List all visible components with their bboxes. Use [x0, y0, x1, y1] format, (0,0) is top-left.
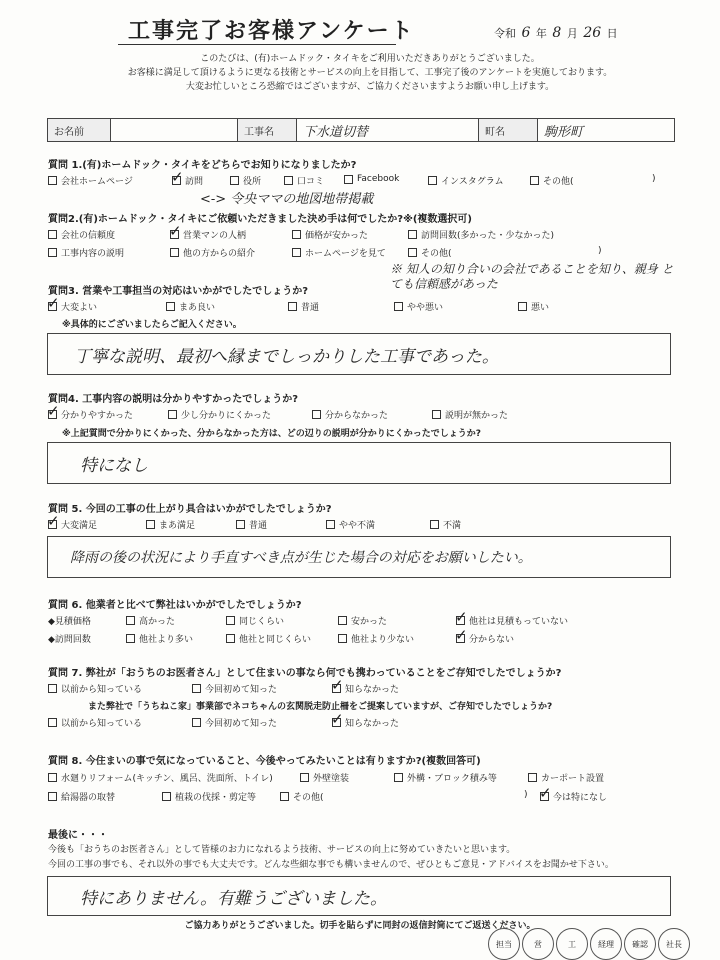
checkbox[interactable]: [300, 773, 309, 782]
q3-title: 質問3. 営業や工事担当の対応はいかがでしたでしょうか?: [48, 286, 309, 297]
checkbox[interactable]: [408, 230, 417, 239]
option-label: 分からなかった: [325, 411, 389, 421]
checkbox[interactable]: [280, 792, 289, 801]
checkbox-checked[interactable]: [540, 792, 549, 801]
option-label: 少し分かりにくかった: [181, 411, 272, 421]
option-label: 口コミ: [297, 177, 325, 187]
option-label: 大変満足: [61, 521, 98, 531]
option-label: 水廻りリフォーム(キッチン、風呂、洗面所、トイレ): [61, 774, 273, 784]
option-label: その他(: [543, 177, 574, 187]
q2-close-paren: ): [598, 246, 602, 256]
date-day-unit: 日: [606, 27, 618, 40]
q1-option[interactable]: [428, 174, 504, 187]
option-label: 大変よい: [61, 303, 98, 313]
q3-option[interactable]: [518, 300, 549, 313]
checkbox[interactable]: [518, 302, 527, 311]
option-label: 普通: [301, 303, 320, 313]
approval-stamp: 確認: [624, 928, 656, 960]
q6-title: 質問 6. 他業者と比べて弊社はいかがでしたでしょうか?: [48, 600, 302, 611]
option-label: まあ良い: [179, 303, 216, 313]
date-month: 8: [552, 25, 562, 41]
checkbox-checked[interactable]: [332, 684, 341, 693]
option-label: その他(: [293, 793, 324, 803]
q8-option[interactable]: [280, 790, 324, 803]
q8-option[interactable]: [48, 790, 115, 803]
q4-subtitle: ※上記質問で分かりにくかった、分からなかった方は、どの辺りの説明が分かりにくかったでしょうか?: [62, 429, 481, 439]
checkbox-checked[interactable]: [48, 302, 57, 311]
checkbox[interactable]: [292, 230, 301, 239]
checkbox[interactable]: [226, 634, 235, 643]
checkbox[interactable]: [230, 176, 239, 185]
q7-option[interactable]: [192, 682, 277, 695]
option-label: 今回初めて知った: [205, 685, 278, 695]
q3-answer-box[interactable]: 丁寧な説明、最初へ縁までしっかりした工事であった。: [47, 333, 671, 375]
q1-option[interactable]: [172, 174, 203, 187]
q8-option[interactable]: [300, 771, 349, 784]
checkbox[interactable]: [394, 773, 403, 782]
option-label: 知らなかった: [345, 719, 400, 729]
checkbox[interactable]: [226, 616, 235, 625]
option-label: 普通: [249, 521, 268, 531]
date-day: 26: [583, 25, 602, 41]
option-label: 分からない: [469, 635, 515, 645]
q7-option2[interactable]: [192, 716, 277, 729]
q2-option[interactable]: [292, 228, 368, 241]
last-line: 今後も「おうちのお医者さん」として皆様のお力になれるよう技術、サービスの向上に努めていきたいと思います。: [48, 845, 516, 855]
checkbox[interactable]: [48, 773, 57, 782]
option-label: 他社より多い: [139, 635, 194, 645]
checkbox-checked[interactable]: [456, 616, 465, 625]
checkbox-checked[interactable]: [172, 176, 181, 185]
date-year: 6: [521, 25, 531, 41]
checkbox[interactable]: [530, 176, 539, 185]
checkbox[interactable]: [284, 176, 293, 185]
q7-option2[interactable]: [48, 716, 142, 729]
option-label: Facebook: [357, 174, 400, 184]
q7-option[interactable]: [48, 682, 142, 695]
option-label: 分かりやすかった: [61, 411, 134, 421]
option-label: 高かった: [139, 617, 176, 627]
q6-option[interactable]: [126, 614, 175, 627]
checkbox[interactable]: [48, 176, 57, 185]
option-label: やや悪い: [407, 303, 444, 313]
q4-answer-box[interactable]: 特になし: [47, 442, 671, 484]
approval-stamp: 担当: [488, 928, 520, 960]
checkbox[interactable]: [166, 302, 175, 311]
checkbox-checked[interactable]: [48, 410, 57, 419]
q5-answer-box[interactable]: 降雨の後の状況により手直すべき点が生じた場合の対応をお願いしたい。: [47, 536, 671, 578]
date-month-unit: 月: [566, 27, 578, 40]
checkbox[interactable]: [48, 230, 57, 239]
option-label: 他社と同じくらい: [239, 635, 312, 645]
q2-option[interactable]: [48, 228, 115, 241]
option-label: やや不満: [339, 521, 376, 531]
intro-line: 大変お忙しいところ恐縮ではございますが、ご協力くださいますようお願い申し上げます。: [185, 82, 555, 92]
q6-option[interactable]: [126, 632, 193, 645]
q3-subtitle: ※具体的にございましたらご記入ください。: [62, 320, 242, 330]
approval-stamp: 社長: [658, 928, 690, 960]
option-label: 外構・ブロック積み等: [407, 774, 497, 784]
q5-option[interactable]: [48, 518, 97, 531]
option-label: 以前から知っている: [61, 719, 143, 729]
q7-subtitle: また弊社で「うちねこ家」事業部でネコちゃんの玄関脱走防止柵をご提案していますが、ご存知でしたでしょうか?: [88, 702, 553, 712]
checkbox[interactable]: [338, 634, 347, 643]
checkbox-checked[interactable]: [170, 230, 179, 239]
work-value[interactable]: 下水道切替: [297, 119, 479, 141]
work-label: 工事名: [238, 119, 297, 141]
checkbox[interactable]: [430, 520, 439, 529]
q6-option[interactable]: [226, 614, 284, 627]
checkbox[interactable]: [162, 792, 171, 801]
option-label: 営業マンの人柄: [183, 231, 247, 241]
q7-option2[interactable]: [332, 716, 399, 729]
option-label: 安かった: [351, 617, 388, 627]
option-label: 他の方からの紹介: [183, 249, 256, 259]
checkbox[interactable]: [192, 684, 201, 693]
checkbox[interactable]: [48, 718, 57, 727]
date-year-unit: 年: [535, 27, 547, 40]
q4-option[interactable]: [48, 408, 133, 421]
option-label: 今は特になし: [553, 793, 608, 803]
option-label: 給湯器の取替: [61, 793, 116, 803]
q4-option[interactable]: [432, 408, 508, 421]
checkbox[interactable]: [126, 634, 135, 643]
checkbox-checked[interactable]: [456, 634, 465, 643]
option-label: インスタグラム: [441, 177, 504, 187]
town-label: 町名: [479, 119, 538, 141]
title-underline: [118, 44, 396, 45]
q8-option[interactable]: [528, 771, 604, 784]
q2-title: 質問2.(有)ホームドック・タイキにご依頼いただきました決め手は何でしたか?※(複数選択可): [48, 214, 472, 225]
option-label: ホームページを見て: [305, 249, 386, 259]
checkbox[interactable]: [528, 773, 537, 782]
q1-handwritten-note: <-> 令央ママの地図地帯掲載: [200, 192, 374, 207]
date: [494, 25, 618, 41]
q6-option[interactable]: [338, 632, 414, 645]
q2-option[interactable]: [48, 246, 124, 259]
q2-option[interactable]: [170, 246, 255, 259]
last-answer-box[interactable]: 特にありません。有難うございました。: [47, 876, 671, 916]
option-label: まあ満足: [159, 521, 196, 531]
option-label: 知らなかった: [345, 685, 400, 695]
checkbox[interactable]: [126, 616, 135, 625]
option-label: 同じくらい: [239, 617, 285, 627]
checkbox[interactable]: [146, 520, 155, 529]
q4-title: 質問4. 工事内容の説明は分かりやすかったでしょうか?: [48, 394, 299, 405]
checkbox[interactable]: [344, 175, 353, 184]
option-label: 訪問回数(多かった・少なかった): [421, 231, 555, 241]
name-value[interactable]: [111, 119, 238, 141]
q1-option[interactable]: [530, 174, 574, 187]
option-label: 植栽の伐採・剪定等: [175, 793, 257, 803]
option-label: 工事内容の説明: [61, 249, 125, 259]
q3-option[interactable]: [166, 300, 215, 313]
checkbox[interactable]: [236, 520, 245, 529]
q2-option[interactable]: [170, 228, 246, 241]
option-label: 以前から知っている: [61, 685, 143, 695]
option-label: 悪い: [531, 303, 550, 313]
q2-option[interactable]: [292, 246, 386, 259]
last-text: [48, 843, 688, 873]
checkbox[interactable]: [170, 248, 179, 257]
checkbox[interactable]: [312, 410, 321, 419]
option-label: 不満: [443, 521, 462, 531]
checkbox[interactable]: [432, 410, 441, 419]
option-label: カーポート設置: [541, 774, 605, 784]
q5-option[interactable]: [236, 518, 267, 531]
q6-option[interactable]: [226, 632, 311, 645]
q5-title: 質問 5. 今回の工事の仕上がり具合はいかがでしたでしょうか?: [48, 504, 332, 515]
q3-option[interactable]: [394, 300, 443, 313]
q2-handwritten-note: ※ 知人の知り合いの会社であることを知り、親身 とても信頼感があった: [390, 262, 674, 291]
approval-stamp: 経理: [590, 928, 622, 960]
checkbox[interactable]: [288, 302, 297, 311]
q1-option[interactable]: [284, 174, 324, 187]
q1-option[interactable]: [48, 174, 133, 187]
q1-title: 質問 1.(有)ホームドック・タイキをどちらでお知りになりましたか?: [48, 160, 357, 171]
q8-title: 質問 8. 今住まいの事で気になっていること、今後やってみたいことは有りますか?(複数回答可): [48, 756, 481, 767]
checkbox[interactable]: [48, 684, 57, 693]
q1-option[interactable]: [344, 174, 399, 184]
q4-option[interactable]: [312, 408, 388, 421]
checkbox-checked[interactable]: [48, 520, 57, 529]
option-label: 役所: [243, 177, 262, 187]
option-label: 会社の信頼度: [61, 231, 116, 241]
q6-row1-label: ◆見積価格: [48, 617, 91, 627]
q5-option[interactable]: [326, 518, 375, 531]
checkbox[interactable]: [338, 616, 347, 625]
q8-option[interactable]: [394, 771, 497, 784]
checkbox[interactable]: [48, 248, 57, 257]
q4-option[interactable]: [168, 408, 271, 421]
checkbox[interactable]: [394, 302, 403, 311]
checkbox[interactable]: [292, 248, 301, 257]
q7-title: 質問 7. 弊社が「おうちのお医者さん」として住まいの事なら何でも携わっていることをご存知でしたでしょうか?: [48, 668, 562, 679]
option-label: 説明が無かった: [445, 411, 509, 421]
approval-stamp: 営: [522, 928, 554, 960]
intro-line: お客様に満足して頂けるように更なる技術とサービスの向上を目指して、工事完了後のアンケートを実施しております。: [127, 68, 613, 78]
last-title: 最後に・・・: [48, 830, 108, 841]
page-title: 工事完了お客様アンケート: [128, 19, 415, 44]
name-label: お名前: [48, 119, 111, 141]
checkbox[interactable]: [326, 520, 335, 529]
option-label: 訪問: [185, 177, 204, 187]
q6-option[interactable]: [456, 632, 514, 645]
q2-option[interactable]: [408, 246, 452, 259]
q5-option[interactable]: [146, 518, 195, 531]
intro-line: このたびは、(有)ホームドック・タイキをご利用いただきありがとうございました。: [200, 54, 540, 64]
checkbox[interactable]: [192, 718, 201, 727]
q6-option[interactable]: [338, 614, 387, 627]
q8-option[interactable]: [540, 790, 607, 803]
option-label: 価格が安かった: [305, 231, 369, 241]
customer-info-row: [47, 118, 675, 142]
option-label: 会社ホームページ: [61, 177, 133, 187]
checkbox[interactable]: [428, 176, 437, 185]
q6-option[interactable]: [456, 614, 568, 627]
approval-stamp: 工: [556, 928, 588, 960]
date-era: 令和: [494, 27, 516, 40]
checkbox[interactable]: [408, 248, 417, 257]
q8-option[interactable]: [162, 790, 256, 803]
option-label: 他社より少ない: [351, 635, 415, 645]
q3-option[interactable]: [48, 300, 97, 313]
town-value[interactable]: 駒形町: [544, 124, 584, 140]
q6-row2-label: ◆訪問回数: [48, 635, 91, 645]
option-label: 他社は見積もっていない: [469, 617, 569, 627]
q2-option[interactable]: [408, 228, 554, 241]
option-label: 今回初めて知った: [205, 719, 278, 729]
q3-option[interactable]: [288, 300, 319, 313]
footer-note: ご協力ありがとうございました。切手を貼らずに同封の返信封筒にてご返送ください。: [184, 921, 536, 931]
checkbox[interactable]: [168, 410, 177, 419]
q8-close-paren: ): [524, 790, 528, 800]
q8-option[interactable]: [48, 771, 273, 784]
q1-option[interactable]: [230, 174, 261, 187]
q7-option[interactable]: [332, 682, 399, 695]
option-label: その他(: [421, 249, 452, 259]
option-label: 外壁塗装: [313, 774, 350, 784]
checkbox[interactable]: [48, 792, 57, 801]
q1-close-paren: ): [652, 174, 656, 184]
last-line: 今回の工事の事でも、それ以外の事でも大丈夫です。どんな些細な事でも構いませんので、ぜひともご意見・アドバイスをお聞かせ下さい。: [48, 860, 614, 870]
q5-option[interactable]: [430, 518, 461, 531]
intro-text: [60, 52, 680, 94]
checkbox-checked[interactable]: [332, 718, 341, 727]
